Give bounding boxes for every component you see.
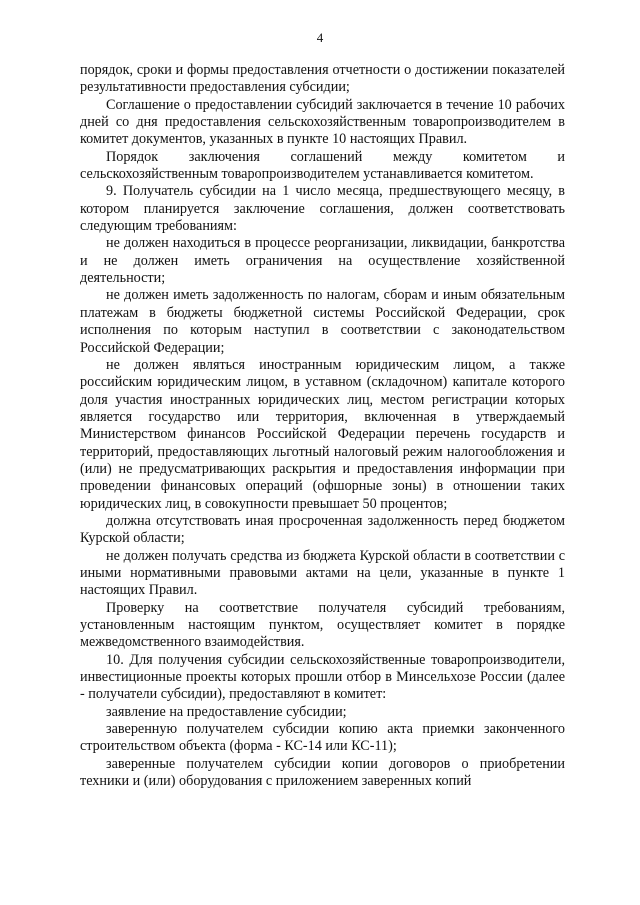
paragraph-verification: Проверку на соответствие получателя субсидий требованиям, установленным настоящим пунктом, осуществляет комитет в порядке межведомственного взаимодействия. xyxy=(80,599,565,651)
paragraph-requirement-foreign-entity: не должен являться иностранным юридическим лицом, а также российским юридическим лицом, в уставном (складочном) капитале которого доля участия иностранных юридических лиц, местом регистрации которых является государство или территория, включенная в утверждаемый Министерством финансов Российской Федерации перечень государств и территорий, предоставляющих льготный налоговый режим налогообложения и (или) не предусматривающих раскрытия и предоставления информации при проведении финансовых операций (офшорные зоны) в отношении таких юридических лиц, в совокупности превышает 50 процентов; xyxy=(80,356,565,512)
paragraph-requirement-overdue-debt: должна отсутствовать иная просроченная задолженность перед бюджетом Курской области; xyxy=(80,512,565,547)
paragraph-application: заявление на предоставление субсидии; xyxy=(106,703,347,720)
paragraph-acceptance-act: заверенную получателем субсидии копию акта приемки законченного строительством объекта (форма - КС-14 или КС-11); xyxy=(80,721,565,755)
paragraph-reporting-order: порядок, сроки и формы предоставления отчетности о достижении показателей результативности предоставления субсидии; xyxy=(80,62,565,96)
paragraph-item-10: 10. Для получения субсидии сельскохозяйственные товаропроизводители, инвестиционные проекты которых прошли отбор в Минсельхозе России (далее - получатели субсидии), предоставляют в комитет: xyxy=(80,651,565,703)
paragraph-agreement-procedure: Порядок заключения соглашений между комитетом и сельскохозяйственным товаропроизводителем устанавливается комитетом. xyxy=(80,148,565,183)
paragraph-item-9: 9. Получатель субсидии на 1 число месяца, предшествующего месяцу, в котором планируется заключение соглашения, должен соответствовать следующим требованиям: xyxy=(80,183,565,235)
document-body xyxy=(80,62,565,790)
paragraph-requirement-other-funds: не должен получать средства из бюджета Курской области в соответствии с иными нормативными правовыми актами на цели, указанные в пункте 1 настоящих Правил. xyxy=(80,547,565,599)
paragraph-requirement-taxes: не должен иметь задолженность по налогам, сборам и иным обязательным платежам в бюджеты бюджетной системы Российской Федерации, срок исполнения по которым наступил в соответствии с законодательством Российской Федерации; xyxy=(80,287,565,356)
paragraph-agreement-term: Соглашение о предоставлении субсидий заключается в течение 10 рабочих дней со дня предоставления сельскохозяйственным товаропроизводителем в комитет документов, указанных в пункте 10 настоящих Правил. xyxy=(80,96,565,148)
paragraph-contracts: заверенные получателем субсидии копии договоров о приобретении техники и (или) оборудования с приложением заверенных копий xyxy=(80,755,565,790)
paragraph-requirement-reorganization: не должен находиться в процессе реорганизации, ликвидации, банкротства и не должен иметь ограничения на осуществление хозяйственной деятельности; xyxy=(80,235,565,287)
page-number: 4 xyxy=(316,30,324,45)
